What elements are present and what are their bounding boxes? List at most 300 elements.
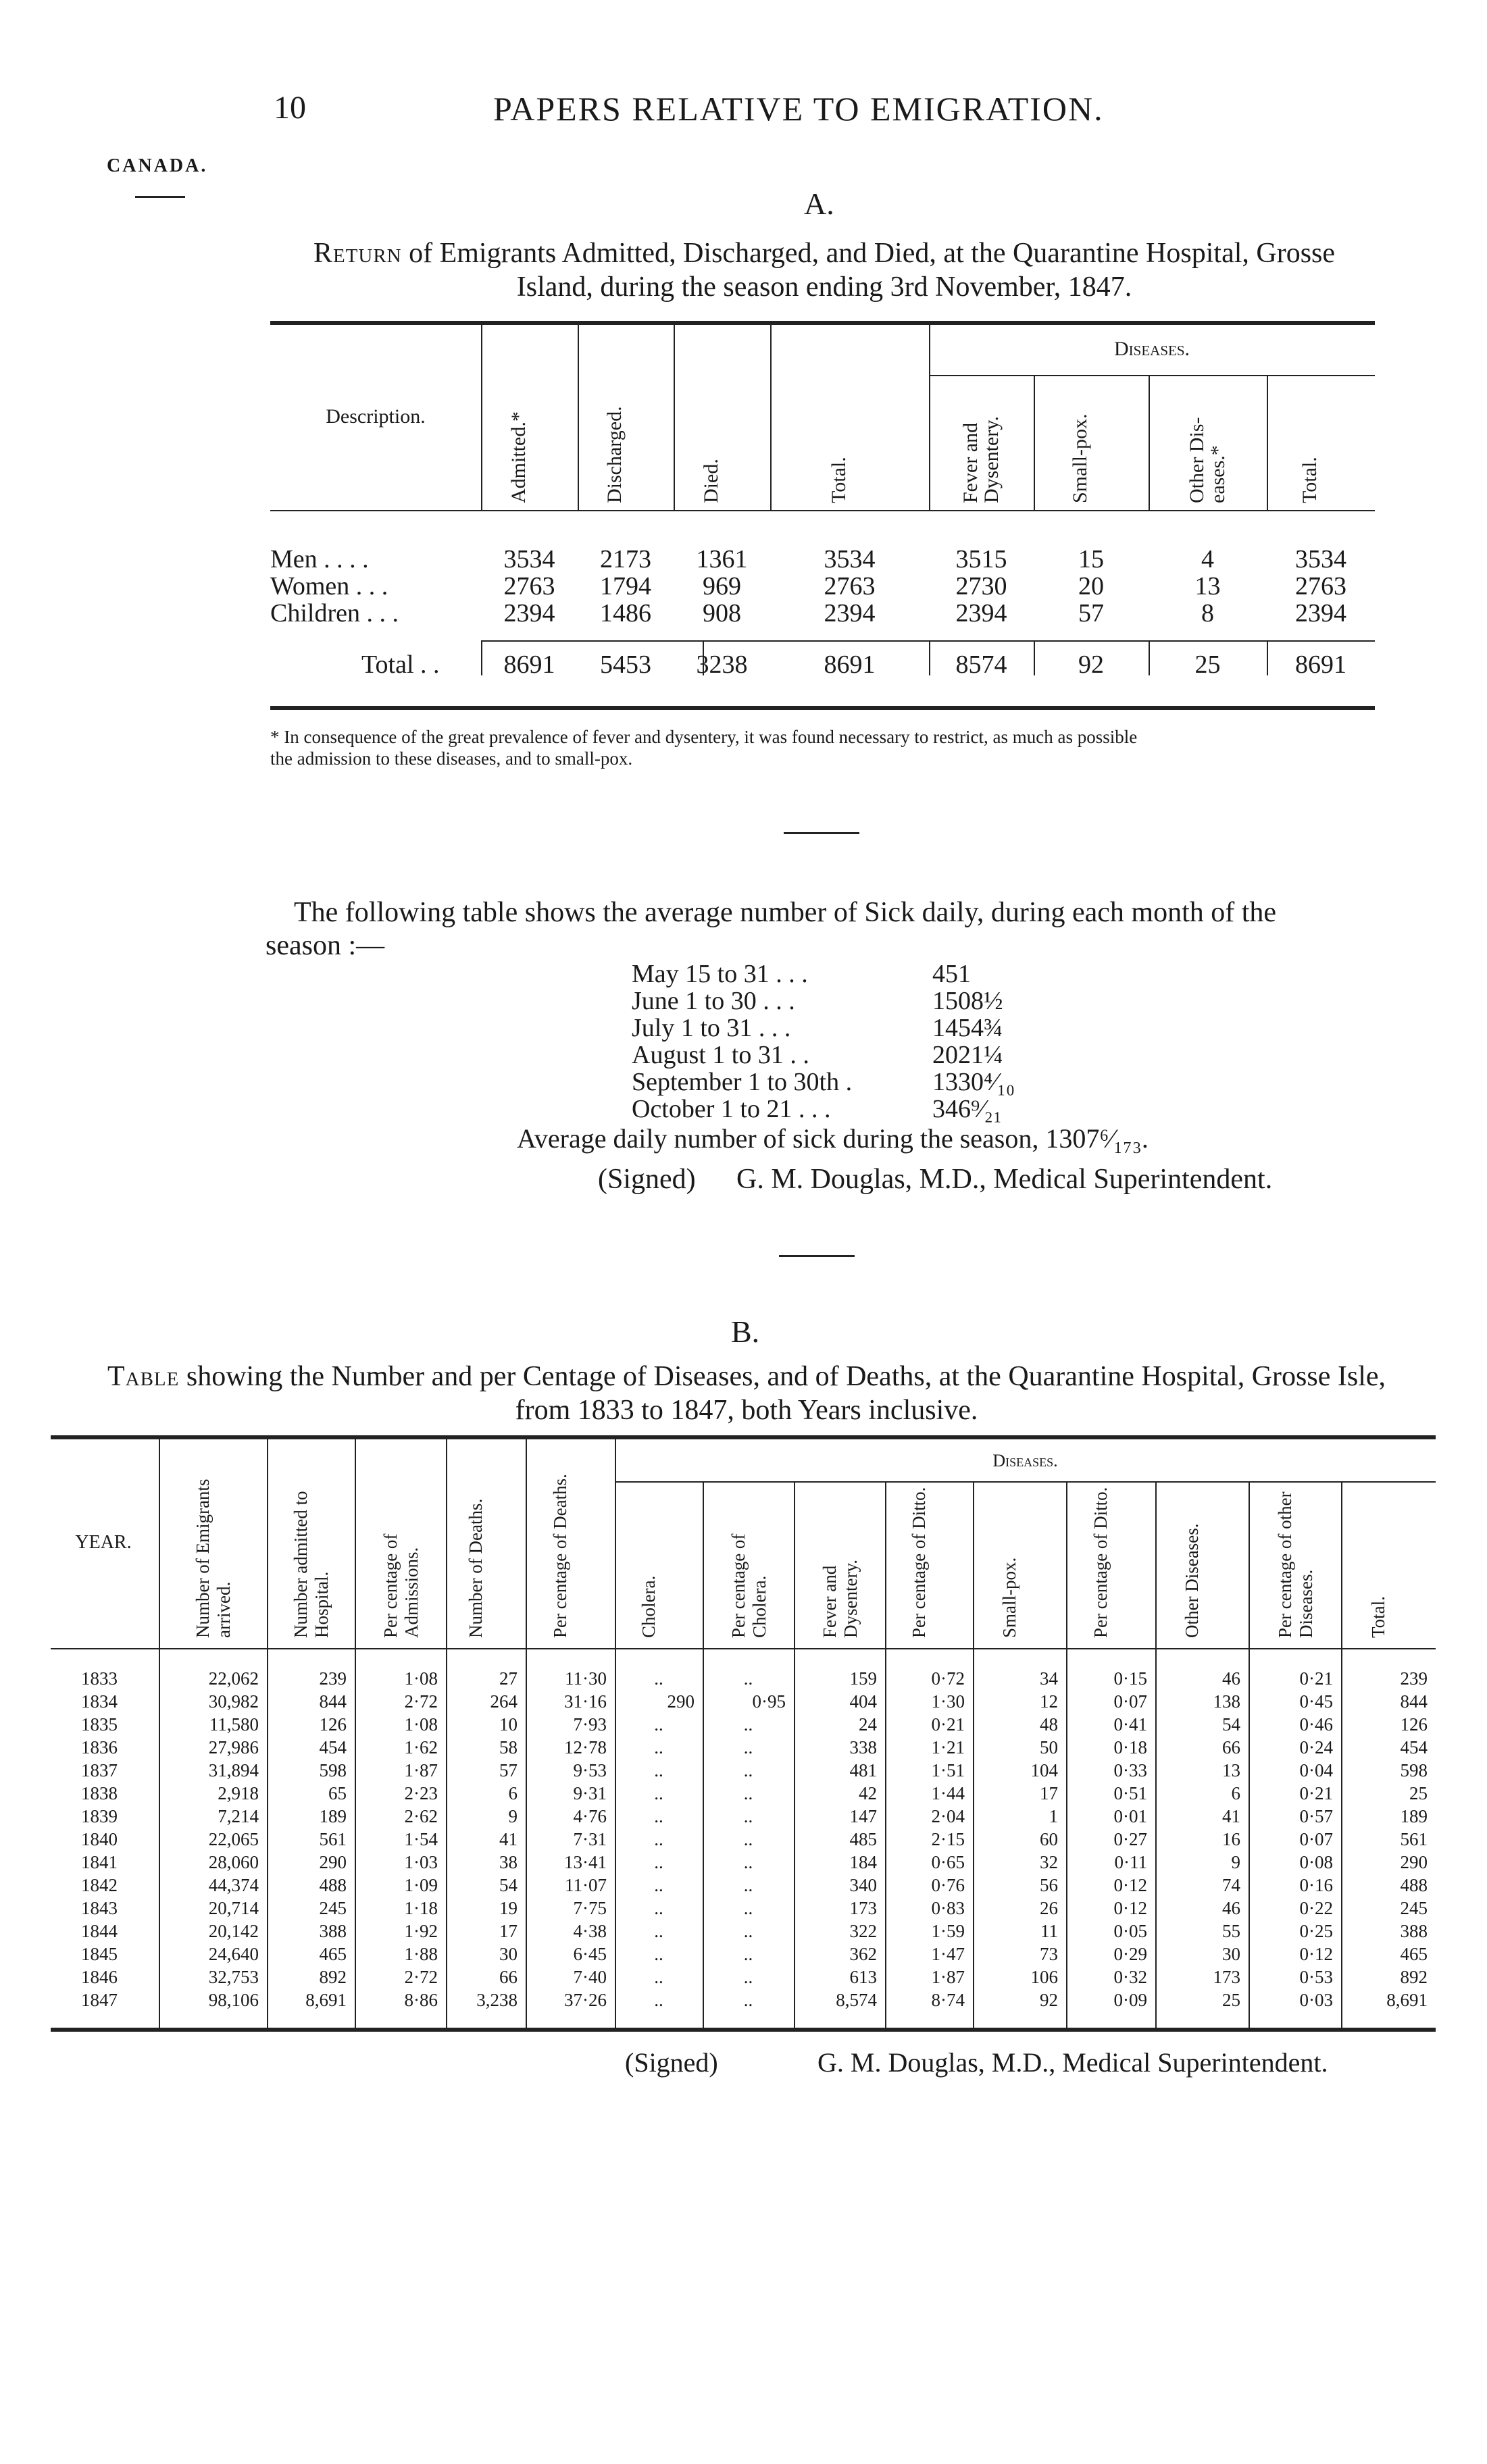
table-a-cell: 3534 bbox=[824, 545, 876, 573]
table-a-diseases-header: Diseases. bbox=[1113, 338, 1190, 360]
table-b-cell: 17 bbox=[1040, 1783, 1058, 1803]
table-b-cell: 74 bbox=[1222, 1875, 1240, 1895]
page-number: 10 bbox=[274, 90, 306, 126]
table-b-cell: 173 bbox=[1213, 1967, 1240, 1987]
sick-average: Average daily number of sick during the season, 1307⁶⁄₁₇₃. bbox=[517, 1123, 1149, 1154]
table-b-signed: (Signed) bbox=[625, 2047, 718, 2078]
table-b-cell: 388 bbox=[319, 1921, 347, 1941]
table-b-cell: 25 bbox=[1222, 1990, 1240, 2010]
table-b-cell: 465 bbox=[1400, 1944, 1428, 1964]
table-b-cell: 1·30 bbox=[931, 1691, 965, 1712]
sick-intro-line1: The following table shows the average number of Sick daily, during each month of the bbox=[294, 897, 1277, 928]
table-b-cell: 0·24 bbox=[1299, 1737, 1333, 1757]
table-a-cell: 8 bbox=[1201, 599, 1214, 627]
table-b-cell: 2·15 bbox=[931, 1829, 965, 1849]
table-b-cell: 58 bbox=[499, 1737, 518, 1757]
table-a-cell: 1794 bbox=[600, 572, 651, 600]
table-b-cell: 2·72 bbox=[404, 1967, 438, 1987]
table-b-cell: 9 bbox=[1231, 1852, 1240, 1872]
table-a-cell: 3534 bbox=[503, 545, 555, 573]
table-b-cell: 0·33 bbox=[1113, 1760, 1147, 1780]
table-b-cell: 126 bbox=[1400, 1714, 1428, 1735]
table-a-cell: 13 bbox=[1194, 572, 1221, 600]
table-b-cell: 1·59 bbox=[931, 1921, 965, 1941]
table-b-cell: 0·04 bbox=[1299, 1760, 1333, 1780]
table-b-cell: 1·54 bbox=[404, 1829, 438, 1849]
table-b-cell: .. bbox=[743, 1783, 753, 1803]
table-b-col-header: Number of Deaths. bbox=[465, 1498, 486, 1638]
table-b-cell: 37·26 bbox=[564, 1990, 607, 2010]
table-a-col-separator bbox=[770, 324, 772, 510]
table-b-cell: 1838 bbox=[81, 1783, 118, 1803]
table-b-cell: 1843 bbox=[81, 1898, 118, 1918]
caption-line1: of Emigrants Admitted, Discharged, and Died, at the Quarantine Hospital, Grosse bbox=[409, 238, 1336, 269]
table-a-bottom-rule bbox=[270, 706, 1375, 710]
table-a-col-header: Died. bbox=[699, 459, 722, 503]
table-b-cell: 1·08 bbox=[404, 1668, 438, 1689]
table-b-cell: 0·16 bbox=[1299, 1875, 1333, 1895]
table-b-cell: 57 bbox=[499, 1760, 518, 1780]
sick-period: July 1 to 31 . . . bbox=[632, 1014, 791, 1042]
table-b-cell: .. bbox=[654, 1990, 663, 2010]
table-b-signatory: G. M. Douglas, M.D., Medical Superintendent. bbox=[817, 2047, 1328, 2078]
table-b-cell: 38 bbox=[499, 1852, 518, 1872]
table-b-cell: 2,918 bbox=[218, 1783, 259, 1803]
table-b-cell: 7·31 bbox=[573, 1829, 607, 1849]
table-a-cell: 2173 bbox=[600, 545, 651, 573]
table-b-cell: 290 bbox=[319, 1852, 347, 1872]
table-b-cell: .. bbox=[743, 1921, 753, 1941]
table-b-cell: 245 bbox=[1400, 1898, 1428, 1918]
table-b-cell: 17 bbox=[499, 1921, 518, 1941]
table-b-cell: 66 bbox=[499, 1967, 518, 1987]
table-b-cell: 1835 bbox=[81, 1714, 118, 1735]
table-b-cell: 9 bbox=[508, 1806, 518, 1826]
caption-b-line2: from 1833 to 1847, both Years inclusive. bbox=[515, 1395, 978, 1426]
table-a-col-separator bbox=[1034, 375, 1035, 510]
table-a-col-header: Discharged. bbox=[603, 406, 626, 503]
table-b-cell: 55 bbox=[1222, 1921, 1240, 1941]
table-a-cell: 20 bbox=[1078, 572, 1104, 600]
table-b-cell: 264 bbox=[490, 1691, 518, 1712]
table-b-col-header: Per centage of Deaths. bbox=[550, 1474, 570, 1638]
table-b-cell: 844 bbox=[1400, 1691, 1428, 1712]
table-b-cell: 1841 bbox=[81, 1852, 118, 1872]
table-b-cell: 173 bbox=[849, 1898, 877, 1918]
table-b-cell: 32,753 bbox=[208, 1967, 259, 1987]
table-b-cell: .. bbox=[654, 1668, 663, 1689]
table-b-cell: 138 bbox=[1213, 1691, 1240, 1712]
section-a-letter: A. bbox=[804, 186, 834, 221]
table-b-cell: 12 bbox=[1040, 1691, 1058, 1712]
table-b-cell: 98,106 bbox=[208, 1990, 259, 2010]
table-b-cell: 0·03 bbox=[1299, 1990, 1333, 2010]
table-b-cell: 338 bbox=[849, 1737, 877, 1757]
margin-rule bbox=[135, 196, 185, 198]
table-b-cell: 60 bbox=[1040, 1829, 1058, 1849]
table-b-cell: 46 bbox=[1222, 1668, 1240, 1689]
table-b-cell: 13 bbox=[1222, 1760, 1240, 1780]
table-a-cell: 3515 bbox=[955, 545, 1007, 573]
table-b-cell: 2·62 bbox=[404, 1806, 438, 1826]
table-a-cell: 2394 bbox=[824, 599, 876, 627]
table-a-col-separator bbox=[1149, 375, 1150, 510]
table-a-total-rule bbox=[481, 640, 1375, 642]
table-b-bottom-rule bbox=[51, 2028, 1436, 2032]
table-b-cell: 4·38 bbox=[573, 1921, 607, 1941]
table-b-col-header: Number of Emigrants arrived. bbox=[193, 1479, 234, 1638]
table-b-cell: .. bbox=[654, 1829, 663, 1849]
table-a-total-cell: 92 bbox=[1078, 650, 1104, 679]
table-b-cell: 1842 bbox=[81, 1875, 118, 1895]
table-b-cell: .. bbox=[654, 1875, 663, 1895]
table-b-cell: 0·65 bbox=[931, 1852, 965, 1872]
table-b-cell: 0·51 bbox=[1113, 1783, 1147, 1803]
sick-value: 2021¼ bbox=[932, 1041, 1003, 1069]
table-b-cell: 0·27 bbox=[1113, 1829, 1147, 1849]
table-b-cell: 0·53 bbox=[1299, 1967, 1333, 1987]
table-a-cell: 1486 bbox=[600, 599, 651, 627]
running-title: PAPERS RELATIVE TO EMIGRATION. bbox=[493, 90, 1104, 128]
table-b-top-rule bbox=[51, 1435, 1436, 1439]
sick-period: August 1 to 31 . . bbox=[632, 1041, 809, 1069]
table-b-cell: .. bbox=[743, 1898, 753, 1918]
table-b-col-header: Per centage of Admissions. bbox=[380, 1533, 422, 1638]
table-b-cell: 147 bbox=[849, 1806, 877, 1826]
table-b-cell: 1 bbox=[1049, 1806, 1058, 1826]
table-b-cell: 0·08 bbox=[1299, 1852, 1333, 1872]
table-b-cell: 50 bbox=[1040, 1737, 1058, 1757]
table-b-cell: 481 bbox=[849, 1760, 877, 1780]
table-a-col-separator bbox=[578, 324, 579, 510]
section-b-letter: B. bbox=[731, 1314, 760, 1349]
divider-rule-1 bbox=[784, 832, 859, 834]
table-b-cell: 1·18 bbox=[404, 1898, 438, 1918]
table-a-col-header: Total. bbox=[1299, 457, 1321, 503]
table-b-cell: 0·05 bbox=[1113, 1921, 1147, 1941]
table-b-cell: 46 bbox=[1222, 1898, 1240, 1918]
table-a-total-cell: 8574 bbox=[955, 650, 1007, 679]
table-b-cell: 613 bbox=[849, 1967, 877, 1987]
table-b-cell: 8·86 bbox=[404, 1990, 438, 2010]
table-b-cell: .. bbox=[743, 1714, 753, 1735]
table-a-col-header: Admitted.* bbox=[507, 411, 530, 503]
table-a-col-header: Other Dis-eases.* bbox=[1185, 417, 1229, 503]
table-a-cell: 2763 bbox=[503, 572, 555, 600]
table-b-cell: 0·46 bbox=[1299, 1714, 1333, 1735]
table-b-cell: 454 bbox=[1400, 1737, 1428, 1757]
table-b-cell: 48 bbox=[1040, 1714, 1058, 1735]
table-b-cell: 30,982 bbox=[208, 1691, 259, 1712]
table-b-cell: 0·21 bbox=[1299, 1668, 1333, 1689]
footnote-line2: the admission to these diseases, and to small-pox. bbox=[270, 748, 633, 769]
table-b-cell: 19 bbox=[499, 1898, 518, 1918]
table-b-cell: 28,060 bbox=[208, 1852, 259, 1872]
table-b-cell: 189 bbox=[1400, 1806, 1428, 1826]
table-b-cell: 0·21 bbox=[1299, 1783, 1333, 1803]
table-b-cell: 9·53 bbox=[573, 1760, 607, 1780]
table-b-cell: 0·45 bbox=[1299, 1691, 1333, 1712]
table-b-cell: 104 bbox=[1030, 1760, 1058, 1780]
table-b-cell: 42 bbox=[859, 1783, 877, 1803]
table-a-cell: 15 bbox=[1078, 545, 1104, 573]
table-b-cell: .. bbox=[654, 1898, 663, 1918]
margin-note: CANADA. bbox=[107, 155, 208, 176]
sick-signed: (Signed) bbox=[598, 1164, 696, 1195]
table-b-cell: 1·92 bbox=[404, 1921, 438, 1941]
table-b-cell: 27,986 bbox=[208, 1737, 259, 1757]
table-a-cell: 3534 bbox=[1295, 545, 1346, 573]
table-b-cell: 1·87 bbox=[931, 1967, 965, 1987]
table-b-cell: 1·62 bbox=[404, 1737, 438, 1757]
section-a-caption bbox=[270, 236, 1378, 304]
table-b-col-year: YEAR. bbox=[75, 1532, 132, 1553]
table-b-cell: 561 bbox=[319, 1829, 347, 1849]
table-b-cell: 54 bbox=[1222, 1714, 1240, 1735]
table-b-cell: 465 bbox=[319, 1944, 347, 1964]
sick-value: 346⁹⁄₂₁ bbox=[932, 1095, 1003, 1123]
table-b-cell: 1836 bbox=[81, 1737, 118, 1757]
table-b-cell: 0·12 bbox=[1113, 1898, 1147, 1918]
table-b-col-header: Other Diseases. bbox=[1182, 1523, 1202, 1638]
table-b-cell: 0·72 bbox=[931, 1668, 965, 1689]
table-b-cell: .. bbox=[654, 1967, 663, 1987]
table-b-cell: 598 bbox=[1400, 1760, 1428, 1780]
table-b-cell: 73 bbox=[1040, 1944, 1058, 1964]
table-b-cell: 1·47 bbox=[931, 1944, 965, 1964]
sick-value: 1454¾ bbox=[932, 1014, 1003, 1042]
table-b-cell: .. bbox=[654, 1783, 663, 1803]
table-a-row-label: Men . . . . bbox=[270, 545, 369, 573]
table-b-cell: 1844 bbox=[81, 1921, 118, 1941]
table-a-cell: 2394 bbox=[503, 599, 555, 627]
table-b-cell: 488 bbox=[1400, 1875, 1428, 1895]
table-b-cell: 0·83 bbox=[931, 1898, 965, 1918]
table-b-cell: 388 bbox=[1400, 1921, 1428, 1941]
table-a-total-cell: 3238 bbox=[696, 650, 748, 679]
table-a-cell: 57 bbox=[1078, 599, 1104, 627]
table-b-cell: 1845 bbox=[81, 1944, 118, 1964]
table-a-total-cell: 8691 bbox=[824, 650, 876, 679]
table-b-cell: 2·04 bbox=[931, 1806, 965, 1826]
table-b-cell: 0·12 bbox=[1299, 1944, 1333, 1964]
table-b-col-header: Fever and Dysentery. bbox=[819, 1560, 861, 1638]
table-b-cell: 8,691 bbox=[305, 1990, 347, 2010]
table-a-col-header: Fever and Dysentery. bbox=[959, 416, 1003, 503]
table-b-cell: 13·41 bbox=[564, 1852, 607, 1872]
table-a-total-cell: 8691 bbox=[1295, 650, 1346, 679]
footnote-line1: * In consequence of the great prevalence of fever and dysentery, it was found necessary to restrict, as much as possible bbox=[270, 727, 1138, 747]
table-b-cell: 454 bbox=[319, 1737, 347, 1757]
table-b-cell: .. bbox=[743, 1967, 753, 1987]
table-b-cell: 11 bbox=[1040, 1921, 1058, 1941]
table-b-cell: .. bbox=[743, 1668, 753, 1689]
table-b-diseases-header: Diseases. bbox=[992, 1451, 1058, 1470]
table-b-col-header: Per centage of Cholera. bbox=[728, 1533, 770, 1638]
table-b-cell: 892 bbox=[1400, 1967, 1428, 1987]
table-b-cell: 844 bbox=[319, 1691, 347, 1712]
table-b-cell: .. bbox=[654, 1760, 663, 1780]
table-b-cell: 9·31 bbox=[573, 1783, 607, 1803]
sick-period: October 1 to 21 . . . bbox=[632, 1095, 831, 1123]
caption-lead: Return bbox=[313, 238, 402, 269]
table-b-col-header: Cholera. bbox=[638, 1575, 659, 1638]
table-a-total-cell: 5453 bbox=[600, 650, 651, 679]
table-a-cell: 2394 bbox=[955, 599, 1007, 627]
table-b-col-header: Per centage of other Diseases. bbox=[1274, 1491, 1316, 1638]
table-a-col-header: Total. bbox=[827, 457, 850, 503]
table-b-cell: 0·25 bbox=[1299, 1921, 1333, 1941]
table-b-cell: 362 bbox=[849, 1944, 877, 1964]
table-a-top-rule bbox=[270, 321, 1375, 325]
table-b-cell: 1·51 bbox=[931, 1760, 965, 1780]
table-b-cell: 0·09 bbox=[1113, 1990, 1147, 2010]
table-b-cell: 6·45 bbox=[573, 1944, 607, 1964]
table-b-cell: 66 bbox=[1222, 1737, 1240, 1757]
table-b-cell: 31·16 bbox=[564, 1691, 607, 1712]
table-b-cell: 12·78 bbox=[564, 1737, 607, 1757]
table-b-cell: 598 bbox=[319, 1760, 347, 1780]
caption-b-line1: showing the Number and per Centage of Diseases, and of Deaths, at the Quarantine Hospital, Grosse Isle, bbox=[186, 1361, 1386, 1392]
table-b-cell: .. bbox=[654, 1737, 663, 1757]
table-b-cell: 0·41 bbox=[1113, 1714, 1147, 1735]
table-b-cell: 0·22 bbox=[1299, 1898, 1333, 1918]
table-b-cell: 34 bbox=[1040, 1668, 1058, 1689]
caption-b-lead: Table bbox=[107, 1361, 180, 1392]
sick-intro-line2: season :— bbox=[266, 930, 385, 961]
sick-period: September 1 to 30th . bbox=[632, 1068, 853, 1096]
table-b-cell: 189 bbox=[319, 1806, 347, 1826]
table-a-diseases-rule bbox=[929, 375, 1375, 376]
table-b-cell: 1·21 bbox=[931, 1737, 965, 1757]
table-b-cell: 485 bbox=[849, 1829, 877, 1849]
table-b-cell: 92 bbox=[1040, 1990, 1058, 2010]
table-b-cell: 561 bbox=[1400, 1829, 1428, 1849]
table-b-cell: 20,142 bbox=[208, 1921, 259, 1941]
table-b-cell: 1834 bbox=[81, 1691, 118, 1712]
table-b-cell: 1·08 bbox=[404, 1714, 438, 1735]
table-b-cell: 7·93 bbox=[573, 1714, 607, 1735]
table-b-cell: 0·11 bbox=[1114, 1852, 1147, 1872]
table-b-cell: .. bbox=[743, 1990, 753, 2010]
table-b-cell: 26 bbox=[1040, 1898, 1058, 1918]
table-b-cell: .. bbox=[743, 1737, 753, 1757]
caption-line2: Island, during the season ending 3rd November, 1847. bbox=[516, 272, 1132, 303]
table-b-cell: 0·15 bbox=[1113, 1668, 1147, 1689]
table-b-cell: .. bbox=[654, 1806, 663, 1826]
table-a-header-rule bbox=[270, 510, 1375, 511]
table-b-cell: .. bbox=[654, 1714, 663, 1735]
table-b-cell: .. bbox=[743, 1760, 753, 1780]
table-b-cell: 1846 bbox=[81, 1967, 118, 1987]
table-b-cell: 239 bbox=[1400, 1668, 1428, 1689]
table-b-cell: 65 bbox=[328, 1783, 347, 1803]
table-b-cell: 0·18 bbox=[1113, 1737, 1147, 1757]
table-b-cell: .. bbox=[654, 1944, 663, 1964]
table-b-cell: 56 bbox=[1040, 1875, 1058, 1895]
table-b-cell: 2·23 bbox=[404, 1783, 438, 1803]
table-a-cell: 1361 bbox=[696, 545, 748, 573]
table-b-cell: 488 bbox=[319, 1875, 347, 1895]
table-b-cell: 2·72 bbox=[404, 1691, 438, 1712]
table-b-cell: .. bbox=[743, 1875, 753, 1895]
table-b-cell: 6 bbox=[508, 1783, 518, 1803]
table-a-total-cell: 25 bbox=[1194, 650, 1221, 679]
table-b-cell: 322 bbox=[849, 1921, 877, 1941]
table-b-cell: 10 bbox=[499, 1714, 518, 1735]
table-b-cell: 340 bbox=[849, 1875, 877, 1895]
table-b-cell: 11,580 bbox=[209, 1714, 259, 1735]
table-b-cell: 0·12 bbox=[1113, 1875, 1147, 1895]
sick-period: May 15 to 31 . . . bbox=[632, 960, 808, 988]
table-a-col-description: Description. bbox=[326, 405, 426, 428]
table-b-cell: 106 bbox=[1030, 1967, 1058, 1987]
table-b-col-header: Small-pox. bbox=[999, 1557, 1019, 1638]
table-b-cell: 30 bbox=[499, 1944, 518, 1964]
table-b-cell: 8·74 bbox=[931, 1990, 965, 2010]
table-b-cell: 1839 bbox=[81, 1806, 118, 1826]
table-b-cell: 32 bbox=[1040, 1852, 1058, 1872]
table-a-row-label: Children . . . bbox=[270, 599, 399, 627]
table-b-cell: 1·03 bbox=[404, 1852, 438, 1872]
table-b-cell: 22,062 bbox=[208, 1668, 259, 1689]
table-a-total-label: Total . . bbox=[361, 650, 440, 679]
table-b-cell: .. bbox=[654, 1921, 663, 1941]
table-b-cell: 41 bbox=[1222, 1806, 1240, 1826]
table-b-cell: 1847 bbox=[81, 1990, 118, 2010]
table-b-cell: 239 bbox=[319, 1668, 347, 1689]
section-b-caption bbox=[51, 1360, 1442, 1427]
sick-period: June 1 to 30 . . . bbox=[632, 987, 795, 1015]
table-b-diseases-rule bbox=[615, 1481, 1436, 1483]
table-b-cell: 25 bbox=[1409, 1783, 1428, 1803]
table-b-cell: .. bbox=[654, 1852, 663, 1872]
table-b-cell: 54 bbox=[499, 1875, 518, 1895]
table-b-header-rule bbox=[51, 1648, 1436, 1649]
table-b-cell: 8,574 bbox=[836, 1990, 877, 2010]
table-b-cell: 1837 bbox=[81, 1760, 118, 1780]
table-b-cell: 0·95 bbox=[752, 1691, 786, 1712]
table-a-col-separator bbox=[929, 324, 930, 510]
table-b-cell: 892 bbox=[319, 1967, 347, 1987]
table-b-cell: 16 bbox=[1222, 1829, 1240, 1849]
table-b-col-header: Total. bbox=[1368, 1596, 1388, 1638]
table-b-cell: 41 bbox=[499, 1829, 518, 1849]
table-b-cell: 1840 bbox=[81, 1829, 118, 1849]
table-b-cell: 126 bbox=[319, 1714, 347, 1735]
table-b-cell: 184 bbox=[849, 1852, 877, 1872]
table-b-cell: 7·40 bbox=[573, 1967, 607, 1987]
table-a-cell: 2763 bbox=[1295, 572, 1346, 600]
table-b-cell: 30 bbox=[1222, 1944, 1240, 1964]
table-b-cell: 0·32 bbox=[1113, 1967, 1147, 1987]
table-b-cell: 290 bbox=[1400, 1852, 1428, 1872]
table-b-cell: 0·57 bbox=[1299, 1806, 1333, 1826]
table-a-cell: 4 bbox=[1201, 545, 1214, 573]
table-b-cell: 27 bbox=[499, 1668, 518, 1689]
table-b-cell: .. bbox=[743, 1806, 753, 1826]
sick-value: 1330⁴⁄₁₀ bbox=[932, 1068, 1015, 1096]
table-a-col-header: Small-pox. bbox=[1069, 413, 1091, 503]
table-b-cell: 24,640 bbox=[208, 1944, 259, 1964]
table-b-cell: 290 bbox=[667, 1691, 695, 1712]
table-b-cell: 11·07 bbox=[565, 1875, 607, 1895]
table-b-cell: 0·29 bbox=[1113, 1944, 1147, 1964]
table-b-cell: 1833 bbox=[81, 1668, 118, 1689]
table-b-cell: 20,714 bbox=[208, 1898, 259, 1918]
table-b-cell: 31,894 bbox=[208, 1760, 259, 1780]
table-b-cell: 159 bbox=[849, 1668, 877, 1689]
